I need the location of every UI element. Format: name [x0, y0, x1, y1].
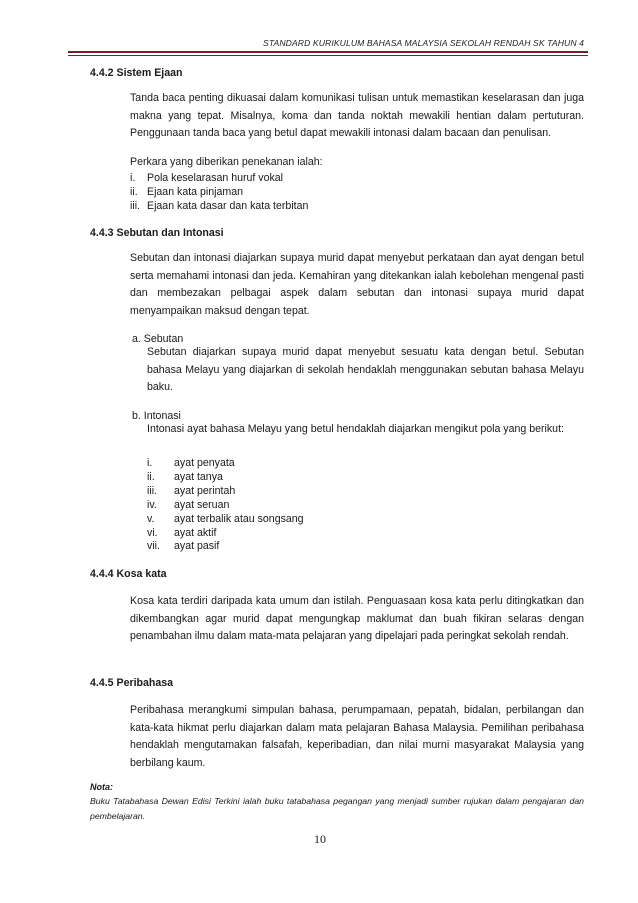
note-text: Buku Tatabahasa Dewan Edisi Terkini ialah buku tatabahasa pegangan yang menjadi sumber rujukan dalam pengajaran dan pembelajaran.	[90, 796, 584, 821]
list-item-number: vii.	[147, 540, 160, 552]
section-paragraph-4-4-3: Sebutan dan intonasi diajarkan supaya murid dapat menyebut perkataan dan ayat dengan betul serta memahami intonasi dan jeda. Kemahiran yang ditekankan ialah kebolehan mengenal pasti dan membezakan pelbagai aspek dalam sebutan dan intonasi supaya murid dapat menyampaikan maksud dengan tepat.	[130, 252, 584, 317]
list-item-number: vi.	[147, 527, 158, 539]
section-heading-4-4-4: 4.4.4 Kosa kata	[90, 568, 167, 580]
list-item	[147, 457, 235, 469]
list-item	[147, 527, 216, 539]
section-paragraph-4-4-4: Kosa kata terdiri daripada kata umum dan istilah. Penguasaan kosa kata perlu ditingkatkan dan dikembangkan agar murid dapat mengungkap maklumat dan buah fikiran selaras dengan penambahan ilmu dalam mata-mata pelajaran yang dipelajari pada peringkat sekolah rendah.	[130, 595, 584, 643]
list-item-text: ayat penyata	[174, 457, 235, 469]
section-heading-4-4-3: 4.4.3 Sebutan dan Intonasi	[90, 227, 224, 239]
list-item-text: ayat pasif	[174, 540, 220, 552]
list-item	[130, 172, 283, 184]
note-label: Nota:	[90, 782, 113, 792]
list-item-number: ii.	[130, 186, 138, 198]
subsection-paragraph-sebutan: Sebutan diajarkan supaya murid dapat menyebut sesuatu kata dengan betul. Sebutan bahasa Melayu yang diajarkan di sekolah hendaklah menggunakan sebutan bahasa Melayu baku.	[147, 346, 584, 394]
list-item-text: Ejaan kata dasar dan kata terbitan	[147, 200, 309, 212]
section-paragraph-4-4-5: Peribahasa merangkumi simpulan bahasa, perumpamaan, pepatah, bidalan, perbilangan dan kata-kata hikmat perlu diajarkan dalam mata pelajaran Bahasa Malaysia. Pemilihan peribahasa hendaklah mengutamakan falsafah, keperibadian, dan nilai murni masyarakat Malaysia yang berbilang kaum.	[130, 704, 584, 769]
list-item-text: ayat perintah	[174, 485, 236, 497]
list-item-number: iii.	[147, 485, 158, 497]
list-item-number: ii.	[147, 471, 155, 483]
list-item-number: i.	[130, 172, 136, 184]
list-item-number: v.	[147, 513, 155, 525]
header-rule-thin	[68, 55, 588, 56]
list-lead: Perkara yang diberikan penekanan ialah:	[130, 156, 323, 168]
list-item-number: iii.	[130, 200, 141, 212]
page-number: 10	[314, 832, 326, 846]
list-item-number: i.	[147, 457, 153, 469]
list-item	[147, 471, 223, 483]
list-item-text: Pola keselarasan huruf vokal	[147, 172, 284, 184]
list-item	[130, 186, 243, 198]
running-header: STANDARD KURIKULUM BAHASA MALAYSIA SEKOLAH RENDAH SK TAHUN 4	[262, 38, 584, 48]
list-item	[147, 499, 229, 511]
subsection-label-intonasi: b. Intonasi	[132, 410, 181, 422]
section-paragraph-4-4-2: Tanda baca penting dikuasai dalam komunikasi tulisan untuk memastikan keselarasan dan juga makna yang tepat. Misalnya, koma dan tanda noktah mewakili hentian dalam pertuturan. Penggunaan tanda baca yang betul dapat mewakili intonasi dalam bacaan dan penulisan.	[130, 92, 584, 140]
section-heading-4-4-2: 4.4.2 Sistem Ejaan	[90, 67, 183, 79]
subsection-paragraph-intonasi: Intonasi ayat bahasa Melayu yang betul hendaklah diajarkan mengikut pola yang berikut:	[147, 423, 564, 435]
subsection-label-sebutan: a. Sebutan	[132, 333, 184, 345]
list-item-number: iv.	[147, 499, 157, 511]
list-item-text: Ejaan kata pinjaman	[147, 186, 243, 198]
list-item	[147, 513, 304, 525]
list-item-text: ayat tanya	[174, 471, 223, 483]
list-item-text: ayat aktif	[174, 527, 217, 539]
list-item	[130, 200, 308, 212]
header-rule-thick	[68, 51, 588, 53]
list-item-text: ayat terbalik atau songsang	[174, 513, 304, 525]
list-item-text: ayat seruan	[174, 499, 230, 511]
list-item	[147, 540, 219, 552]
section-heading-4-4-5: 4.4.5 Peribahasa	[90, 677, 174, 689]
list-item	[147, 485, 235, 497]
